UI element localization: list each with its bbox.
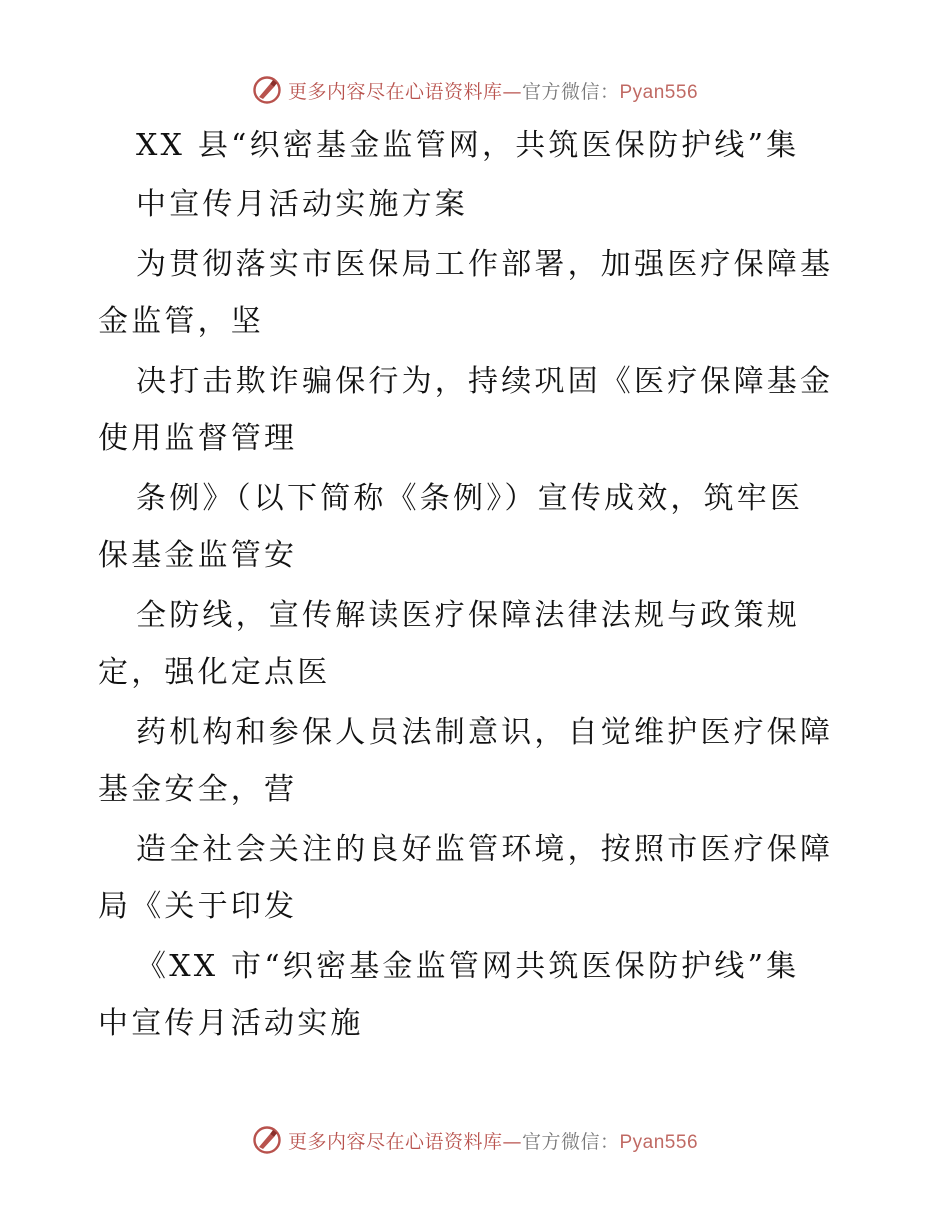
pen-circle-logo-icon (252, 1125, 282, 1155)
watermark-official-label: 官方微信： (521, 1130, 620, 1153)
watermark-site-text: 更多内容尽在心语资料库 (287, 80, 503, 103)
doc-text-line: 中宣传月活动实施 (98, 1006, 364, 1041)
doc-text-line: 药机构和参保人员法制意识，自觉维护医疗保障 (136, 715, 834, 750)
watermark-official-label: 官方微信： (521, 80, 620, 103)
doc-text-line: 使用监督管理 (98, 421, 298, 456)
doc-text-line: 基金安全，营 (98, 772, 298, 807)
doc-text-line: 保基金监管安 (98, 538, 298, 573)
watermark-text (288, 77, 698, 104)
doc-text-line: 决打击欺诈骗保行为，持续巩固《医疗保障基金 (136, 364, 834, 399)
doc-text-line: 全防线，宣传解读医疗保障法律法规与政策规 (136, 598, 800, 633)
doc-text-line: 《XX 市“织密基金监管网共筑医保防护线”集 (136, 949, 800, 984)
watermark-text (288, 1127, 698, 1154)
doc-title-line-1: XX 县“织密基金监管网，共筑医保防护线”集 (136, 128, 800, 163)
doc-title-line-2: 中宣传月活动实施方案 (136, 187, 468, 222)
doc-text-line: 局《关于印发 (98, 889, 298, 924)
watermark-handle: Pyan556 (619, 81, 699, 103)
watermark-dash: — (502, 80, 522, 103)
watermark-handle: Pyan556 (619, 1131, 699, 1153)
doc-text-line: 定，强化定点医 (98, 655, 331, 690)
doc-text-line: 为贯彻落实市医保局工作部署，加强医疗保障基 (136, 247, 834, 282)
doc-text-line: 条例》（以下简称《条例》）宣传成效，筑牢医 (136, 481, 804, 516)
header-watermark (0, 70, 950, 110)
pen-circle-logo-icon (252, 75, 282, 105)
watermark-site-text: 更多内容尽在心语资料库 (287, 1130, 503, 1153)
footer-watermark (0, 1120, 950, 1160)
doc-text-line: 造全社会关注的良好监管环境，按照市医疗保障 (136, 832, 834, 867)
doc-text-line: 金监管，坚 (98, 304, 264, 339)
watermark-dash: — (502, 1130, 522, 1153)
